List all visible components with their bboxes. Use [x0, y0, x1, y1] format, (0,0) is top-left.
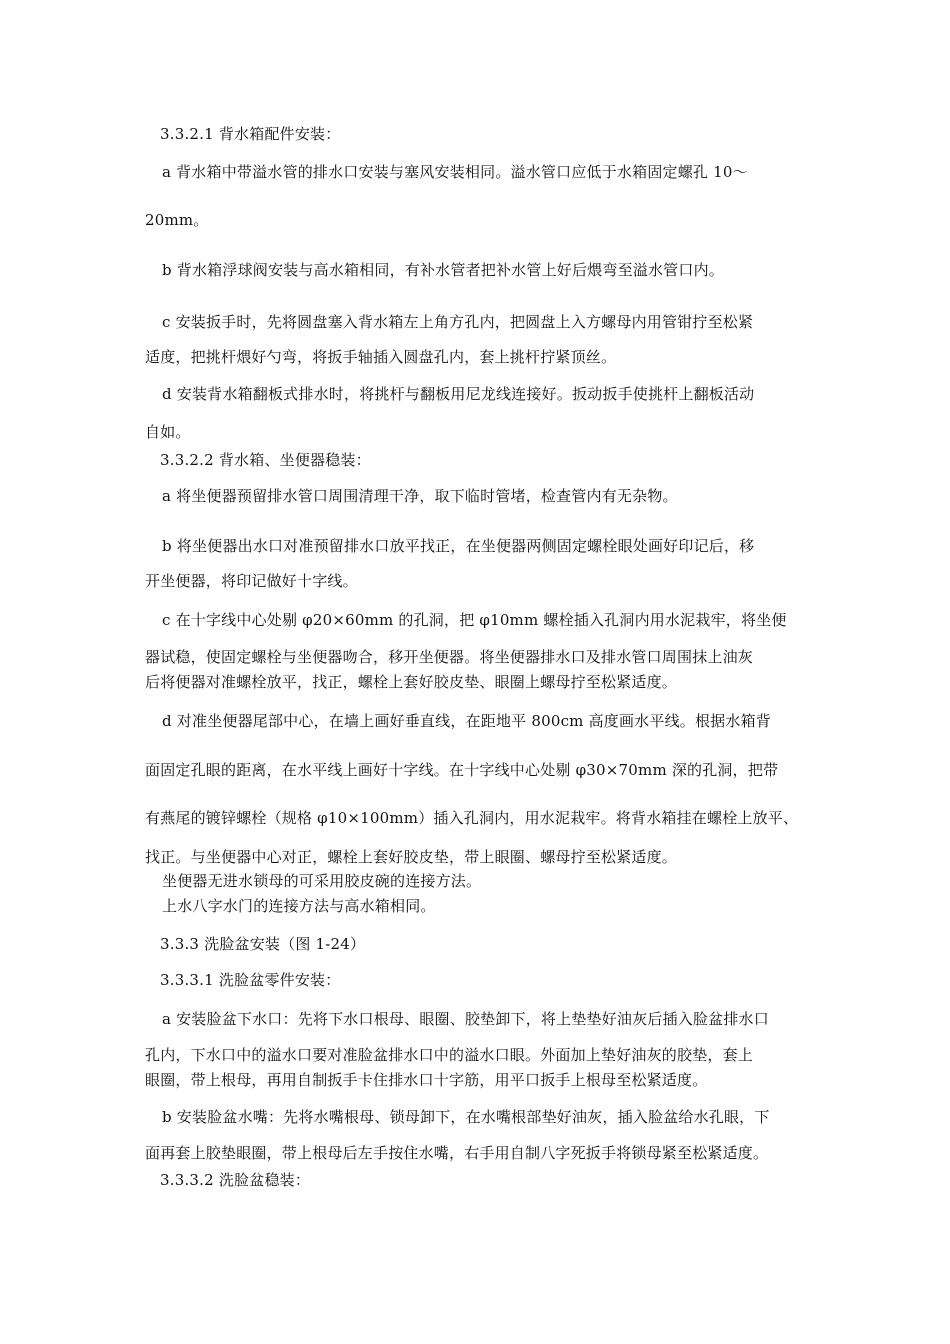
paragraph-line: 20mm。 [145, 211, 209, 229]
paragraph-line: c 安装扳手时，先将圆盘塞入背水箱左上角方孔内，把圆盘上入方螺母内用管钳拧至松紧 [162, 313, 754, 331]
section-heading: 3.3.2.2 背水箱、坐便器稳装： [160, 451, 371, 469]
paragraph-line: 有燕尾的镀锌螺栓（规格 φ10×100mm）插入孔洞内，用水泥栽牢。将背水箱挂在螺栓上放平、 [145, 809, 799, 827]
paragraph-line: 孔内，下水口中的溢水口要对准脸盆排水口中的溢水口眼。外面加上垫好油灰的胶垫，套上 [145, 1046, 754, 1064]
paragraph-line: 适度，把挑杆煨好勺弯，将扳手轴插入圆盘孔内，套上挑杆拧紧顶丝。 [145, 348, 617, 366]
paragraph-line: 坐便器无进水锁母的可采用胶皮碗的连接方法。 [162, 872, 482, 890]
paragraph-line: 面再套上胶垫眼圈，带上根母后左手按住水嘴，右手用自制八字死扳手将锁母紧至松紧适度。 [145, 1144, 769, 1162]
paragraph-line: 找正。与坐便器中心对正，螺栓上套好胶皮垫，带上眼圈、螺母拧至松紧适度。 [145, 848, 678, 866]
paragraph-line: 开坐便器，将印记做好十字线。 [145, 572, 358, 590]
paragraph-line: d 安装背水箱翻板式排水时，将挑杆与翻板用尼龙线连接好。扳动扳手使挑杆上翻板活动 [162, 385, 755, 403]
paragraph-line: b 将坐便器出水口对准预留排水口放平找正，在坐便器两侧固定螺栓眼处画好印记后，移 [162, 537, 755, 555]
paragraph-line: 器试稳，使固定螺栓与坐便器吻合，移开坐便器。将坐便器排水口及排水管口周围抹上油灰 [145, 648, 754, 666]
paragraph-line: 面固定孔眼的距离，在水平线上画好十字线。在十字线中心处剔 φ30×70mm 深的孔洞，把带 [145, 761, 779, 779]
paragraph-line: 眼圈，带上根母，再用自制扳手卡住排水口十字筋，用平口扳手上根母至松紧适度。 [145, 1071, 708, 1089]
section-heading: 3.3.2.1 背水箱配件安装： [160, 125, 341, 143]
paragraph-line: a 背水箱中带溢水管的排水口安装与塞风安装相同。溢水管口应低于水箱固定螺孔 10～ [162, 163, 748, 181]
paragraph-line: d 对准坐便器尾部中心，在墙上画好垂直线，在距地平 800cm 高度画水平线。根据水箱背 [162, 712, 771, 730]
paragraph-line: 上水八字水门的连接方法与高水箱相同。 [162, 897, 436, 915]
paragraph-line: b 背水箱浮球阀安装与高水箱相同，有补水管者把补水管上好后煨弯至溢水管口内。 [162, 261, 724, 279]
section-heading: 3.3.3.2 洗脸盆稳装： [160, 1171, 311, 1189]
paragraph-line: c 在十字线中心处剔 φ20×60mm 的孔洞，把 φ10mm 螺栓插入孔洞内用水泥栽牢，将坐便 [162, 611, 787, 629]
section-heading: 3.3.3.1 洗脸盆零件安装： [160, 971, 341, 989]
section-heading: 3.3.3 洗脸盆安装（图 1-24） [160, 935, 366, 953]
paragraph-line: 后将便器对准螺栓放平，找正，螺栓上套好胶皮垫、眼圈上螺母拧至松紧适度。 [145, 673, 678, 691]
paragraph-line: a 将坐便器预留排水管口周围清理干净，取下临时管堵，检查管内有无杂物。 [162, 487, 678, 505]
paragraph-line: b 安装脸盆水嘴：先将水嘴根母、锁母卸下，在水嘴根部垫好油灰，插入脸盆给水孔眼，下 [162, 1108, 770, 1126]
paragraph-line: a 安装脸盆下水口：先将下水口根母、眼圈、胶垫卸下，将上垫垫好油灰后插入脸盆排水口 [162, 1010, 769, 1028]
paragraph-line: 自如。 [145, 423, 191, 441]
